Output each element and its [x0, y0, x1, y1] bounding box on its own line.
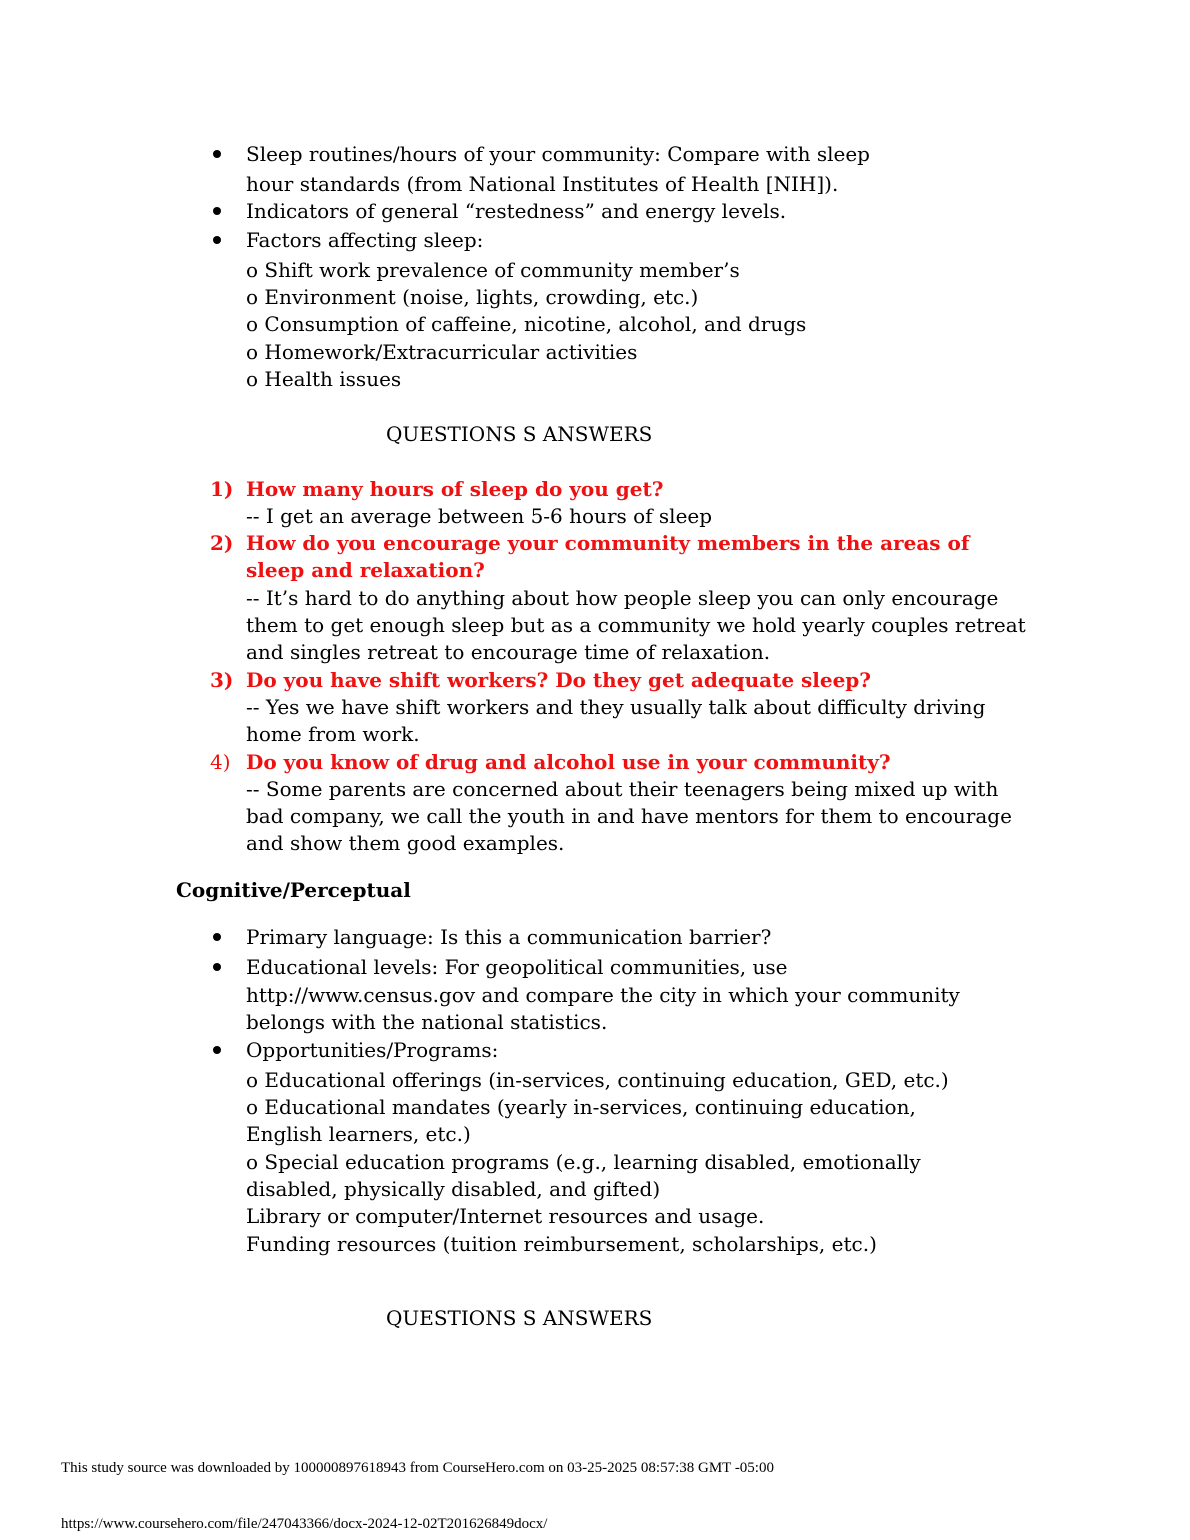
qa-title: QUESTIONS S ANSWERS	[386, 1306, 653, 1330]
sub-item-library: Library or computer/Internet resources and usage.	[246, 1204, 765, 1228]
sub-item-health: o Health issues	[246, 367, 402, 391]
sub-item-consumption: o Consumption of caffeine, nicotine, alcohol, and drugs	[246, 312, 807, 336]
bullet-icon	[211, 148, 223, 160]
question-text: Do you know of drug and alcohol use in your community?	[246, 750, 891, 774]
bullet-text-primary-language: Primary language: Is this a communication barrier?	[246, 925, 772, 949]
footer-url[interactable]: https://www.coursehero.com/file/247043366/docx-2024-12-02T201626849docx/	[61, 1516, 548, 1532]
bullet-icon	[211, 234, 223, 246]
answer-text: -- Some parents are concerned about their teenagers being mixed up with bad company, we call the youth in and have mentors for them to encourage and show them good examples.	[246, 777, 1012, 855]
bullet-icon	[211, 1044, 223, 1056]
answer-text: -- It’s hard to do anything about how people sleep you can only encourage them to get enough sleep but as a community we hold yearly couples retreat and singles retreat to encourage time of relaxation.	[246, 586, 1026, 664]
bullet-text-opportunities: Opportunities/Programs:	[246, 1038, 499, 1062]
bullet-text-factors: Factors affecting sleep:	[246, 228, 484, 252]
footer-source-line: This study source was downloaded by 100000897618943 from CourseHero.com on 03-25-2025 08:57:38 GMT -05:00	[61, 1460, 774, 1476]
question-number: 4)	[210, 750, 231, 774]
sub-item-homework: o Homework/Extracurricular activities	[246, 340, 638, 364]
sub-item-educational-offerings: o Educational offerings (in-services, continuing education, GED, etc.)	[246, 1068, 949, 1092]
sub-item-funding: Funding resources (tuition reimbursement, scholarships, etc.)	[246, 1232, 877, 1256]
question-number: 1)	[210, 477, 234, 501]
bullet-text-educational-levels: Educational levels: For geopolitical communities, use http://www.census.gov and compare the city in which your community belongs with the national statistics.	[246, 955, 960, 1034]
sub-item-english-learners: English learners, etc.)	[246, 1122, 471, 1146]
sub-item-educational-mandates: o Educational mandates (yearly in-services, continuing education,	[246, 1095, 916, 1119]
answer-text: -- Yes we have shift workers and they usually talk about difficulty driving home from work.	[246, 695, 986, 746]
sub-item-special-education: o Special education programs (e.g., learning disabled, emotionally	[246, 1150, 921, 1174]
question-text: Do you have shift workers? Do they get adequate sleep?	[246, 668, 872, 692]
question-number: 3)	[210, 668, 234, 692]
bullet-text-restedness: Indicators of general “restedness” and energy levels.	[246, 199, 787, 223]
sub-item-environment: o Environment (noise, lights, crowding, etc.)	[246, 285, 699, 309]
section-heading-cognitive: Cognitive/Perceptual	[176, 878, 411, 902]
bullet-icon	[211, 961, 223, 973]
question-text: How do you encourage your community members in the areas of sleep and relaxation?	[246, 531, 970, 582]
bullet-icon	[211, 931, 223, 943]
qa-title: QUESTIONS S ANSWERS	[386, 422, 653, 446]
question-number: 2)	[210, 531, 234, 555]
sub-item-shift-work: o Shift work prevalence of community member’s	[246, 258, 740, 282]
sub-item-disabled: disabled, physically disabled, and gifted)	[246, 1177, 661, 1201]
answer-text: -- I get an average between 5-6 hours of sleep	[246, 504, 713, 528]
bullet-text-sleep-routines: Sleep routines/hours of your community: Compare with sleep hour standards (from National Institutes of Health [NIH]).	[246, 142, 870, 196]
question-text: How many hours of sleep do you get?	[246, 477, 664, 501]
bullet-icon	[211, 205, 223, 217]
